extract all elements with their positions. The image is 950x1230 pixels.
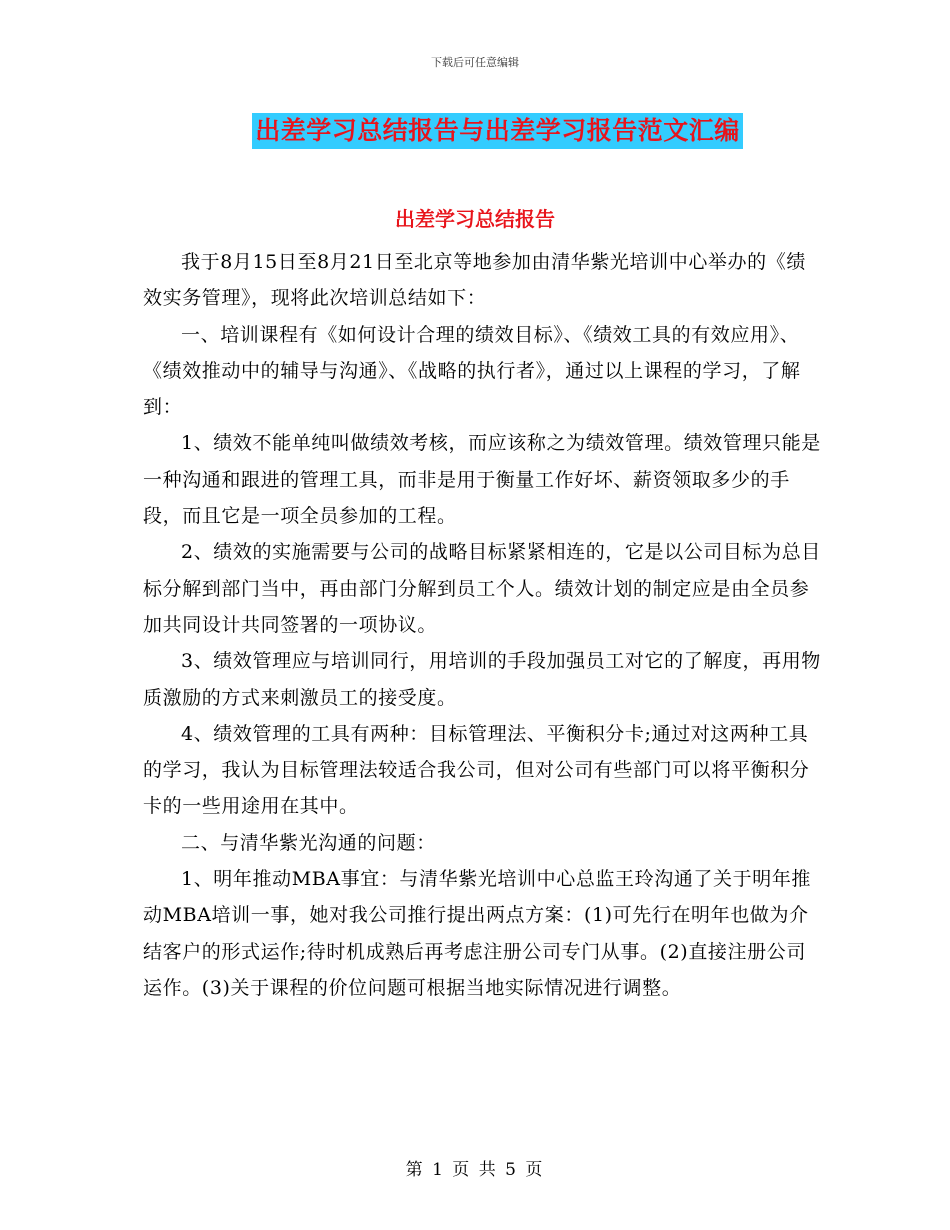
paragraph: 4、绩效管理的工具有两种：目标管理法、平衡积分卡;通过对这两种工具的学习，我认为目标管理法较适合我公司，但对公司有些部门可以将平衡积分卡的一些用途用在其中。 — [143, 722, 810, 818]
paragraph: 一、培训课程有《如何设计合理的绩效目标》、《绩效工具的有效应用》、《绩效推动中的辅导与沟通》、《战略的执行者》，通过以上课程的学习，了解到： — [143, 323, 801, 419]
paragraph: 1、明年推动MBA事宜：与清华紫光培训中心总监王玲沟通了关于明年推动MBA培训一事，她对我公司推行提出两点方案：(1)可先行在明年也做为介结客户的形式运作;待时机成熟后再考虑注册公司专门从事。(2)直接注册公司运作。(3)关于课程的价位问题可根据当地实际情况进行调整。 — [143, 868, 812, 999]
paragraph: 二、与清华紫光沟通的问题： — [181, 831, 436, 854]
paragraph: 我于8月15日至8月21日至北京等地参加由清华紫光培训中心举办的《绩效实务管理》，现将此次培训总结如下： — [143, 251, 806, 310]
document-body — [143, 244, 823, 1006]
main-title-container — [0, 113, 950, 149]
main-title: 出差学习总结报告与出差学习报告范文汇编 — [252, 113, 743, 149]
paragraph: 2、绩效的实施需要与公司的战略目标紧紧相连的，它是以公司目标为总目标分解到部门当中，再由部门分解到员工个人。绩效计划的制定应是由全员参加共同设计共同签署的一项协议。 — [143, 541, 821, 636]
paragraph: 3、绩效管理应与培训同行，用培训的手段加强员工对它的了解度，再用物质激励的方式来刺激员工的接受度。 — [143, 650, 821, 709]
page-footer-number: 第 1 页 共 5 页 — [405, 1160, 545, 1180]
paragraph: 1、绩效不能单纯叫做绩效考核，而应该称之为绩效管理。绩效管理只能是一种沟通和跟进的管理工具，而非是用于衡量工作好坏、薪资领取多少的手段，而且它是一项全员参加的工程。 — [143, 432, 821, 528]
section-title: 出差学习总结报告 — [395, 207, 555, 231]
page-header-note: 下载后可任意编辑 — [431, 56, 519, 69]
